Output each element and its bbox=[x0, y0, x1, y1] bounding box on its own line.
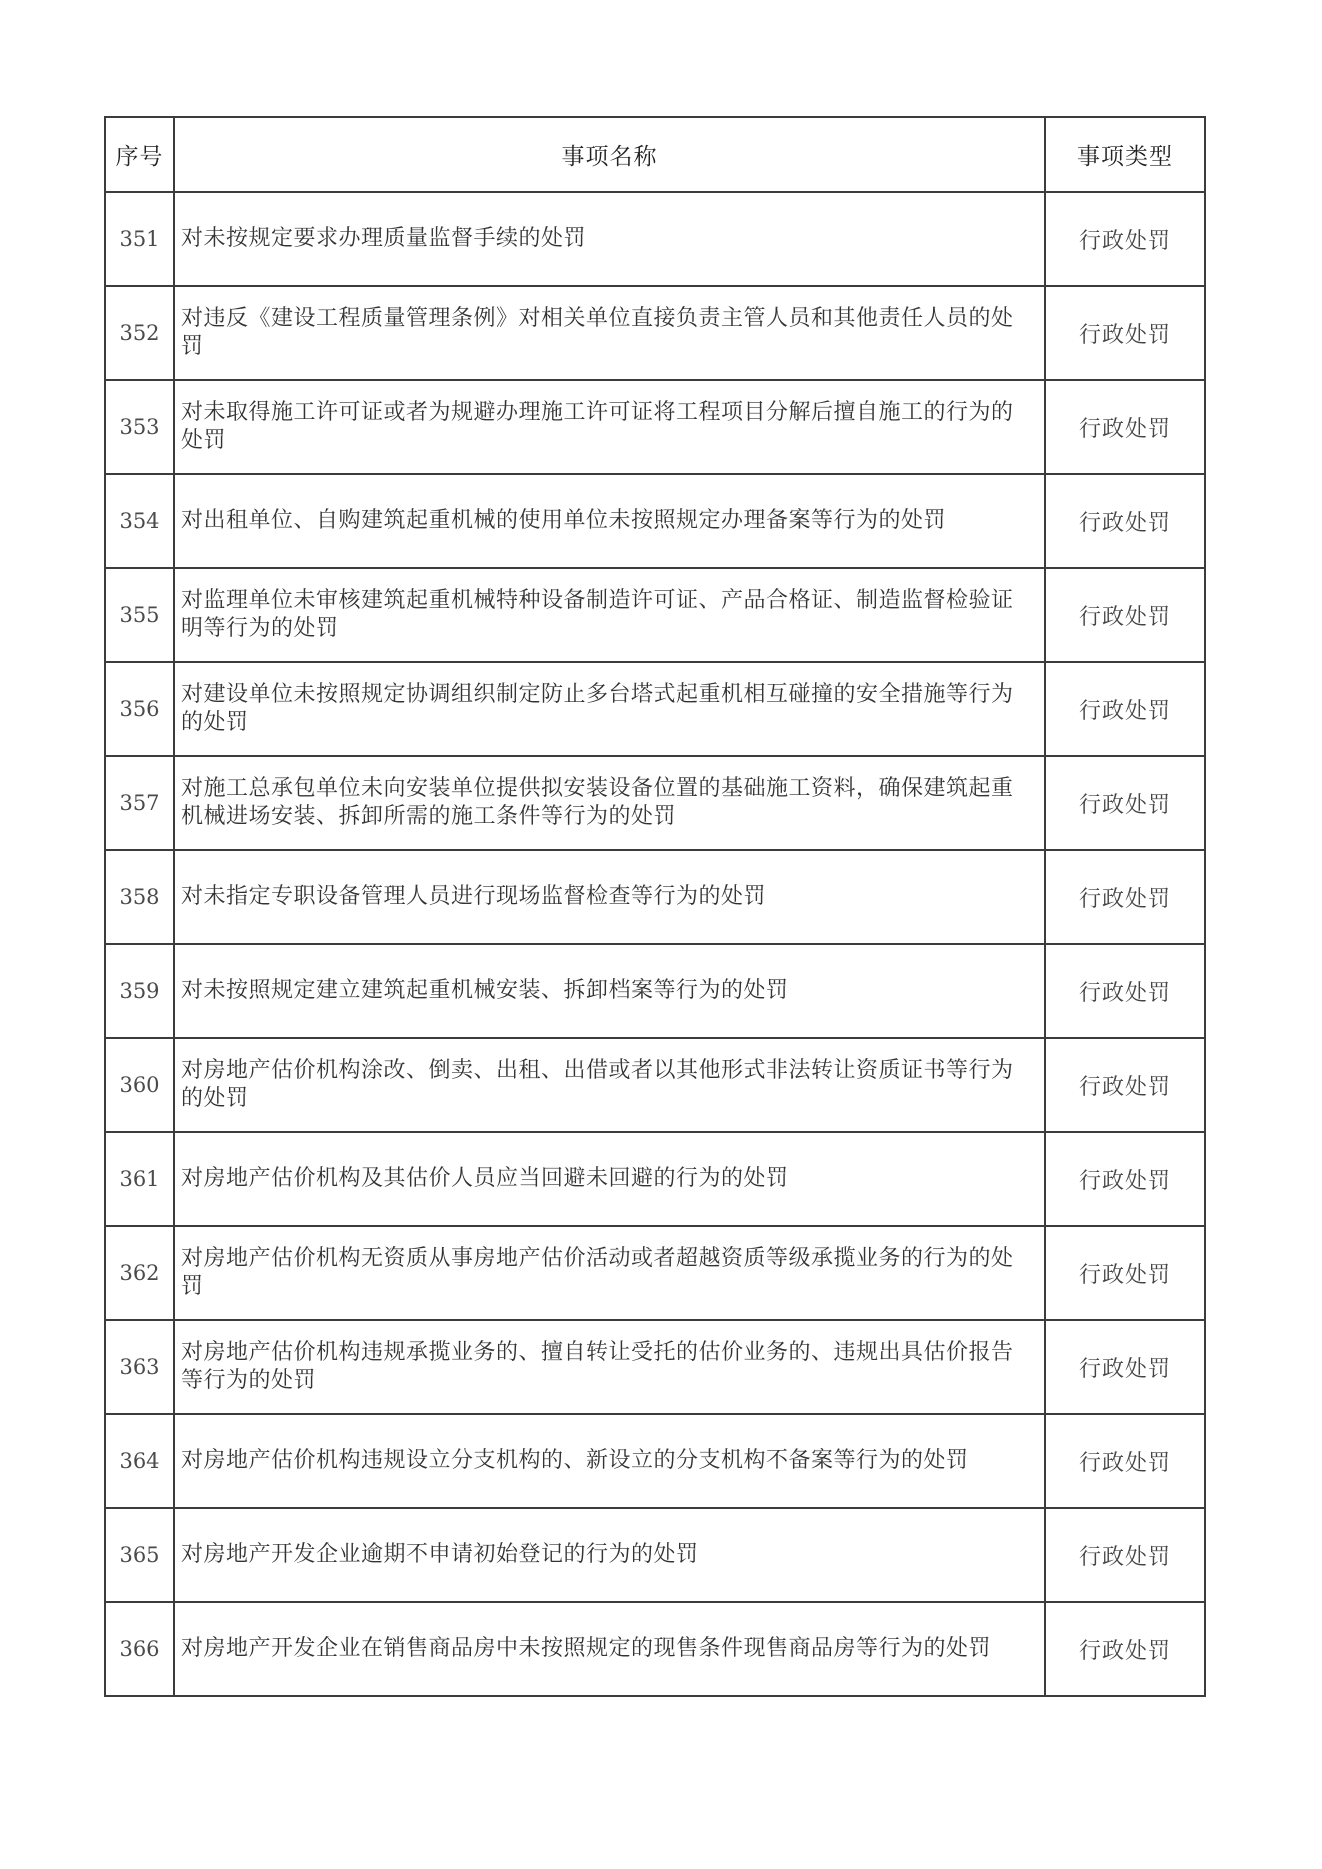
table-row bbox=[105, 662, 1205, 756]
row-type: 行政处罚 bbox=[1045, 756, 1205, 850]
row-type: 行政处罚 bbox=[1045, 1414, 1205, 1508]
row-type: 行政处罚 bbox=[1045, 1038, 1205, 1132]
table-row bbox=[105, 568, 1205, 662]
row-name: 对未指定专职设备管理人员进行现场监督检查等行为的处罚 bbox=[174, 850, 1045, 944]
row-type: 行政处罚 bbox=[1045, 192, 1205, 286]
row-name: 对房地产估价机构无资质从事房地产估价活动或者超越资质等级承揽业务的行为的处罚 bbox=[174, 1226, 1045, 1320]
table-row bbox=[105, 192, 1205, 286]
table-row bbox=[105, 1226, 1205, 1320]
table-header bbox=[105, 117, 1205, 192]
row-type: 行政处罚 bbox=[1045, 1602, 1205, 1696]
row-no: 358 bbox=[105, 850, 174, 944]
row-name: 对违反《建设工程质量管理条例》对相关单位直接负责主管人员和其他责任人员的处罚 bbox=[174, 286, 1045, 380]
row-name: 对房地产开发企业在销售商品房中未按照规定的现售条件现售商品房等行为的处罚 bbox=[174, 1602, 1045, 1696]
row-no: 359 bbox=[105, 944, 174, 1038]
row-no: 356 bbox=[105, 662, 174, 756]
header-row bbox=[105, 117, 1205, 192]
row-no: 361 bbox=[105, 1132, 174, 1226]
row-name: 对房地产估价机构违规承揽业务的、擅自转让受托的估价业务的、违规出具估价报告等行为的处罚 bbox=[174, 1320, 1045, 1414]
row-name: 对出租单位、自购建筑起重机械的使用单位未按照规定办理备案等行为的处罚 bbox=[174, 474, 1045, 568]
table-row bbox=[105, 286, 1205, 380]
row-no: 353 bbox=[105, 380, 174, 474]
row-type: 行政处罚 bbox=[1045, 474, 1205, 568]
row-type: 行政处罚 bbox=[1045, 568, 1205, 662]
row-name: 对未按照规定建立建筑起重机械安装、拆卸档案等行为的处罚 bbox=[174, 944, 1045, 1038]
row-name: 对施工总承包单位未向安装单位提供拟安装设备位置的基础施工资料，确保建筑起重机械进场安装、拆卸所需的施工条件等行为的处罚 bbox=[174, 756, 1045, 850]
row-name: 对监理单位未审核建筑起重机械特种设备制造许可证、产品合格证、制造监督检验证明等行为的处罚 bbox=[174, 568, 1045, 662]
row-no: 352 bbox=[105, 286, 174, 380]
table-row bbox=[105, 1320, 1205, 1414]
table-row bbox=[105, 944, 1205, 1038]
row-name: 对房地产估价机构违规设立分支机构的、新设立的分支机构不备案等行为的处罚 bbox=[174, 1414, 1045, 1508]
row-no: 365 bbox=[105, 1508, 174, 1602]
row-no: 362 bbox=[105, 1226, 174, 1320]
row-no: 351 bbox=[105, 192, 174, 286]
row-no: 364 bbox=[105, 1414, 174, 1508]
row-name: 对未按规定要求办理质量监督手续的处罚 bbox=[174, 192, 1045, 286]
row-type: 行政处罚 bbox=[1045, 944, 1205, 1038]
row-type: 行政处罚 bbox=[1045, 1132, 1205, 1226]
table-row bbox=[105, 756, 1205, 850]
header-no: 序号 bbox=[105, 117, 174, 192]
row-type: 行政处罚 bbox=[1045, 1508, 1205, 1602]
table-row bbox=[105, 1414, 1205, 1508]
row-type: 行政处罚 bbox=[1045, 1226, 1205, 1320]
row-name: 对未取得施工许可证或者为规避办理施工许可证将工程项目分解后擅自施工的行为的处罚 bbox=[174, 380, 1045, 474]
row-no: 363 bbox=[105, 1320, 174, 1414]
table-row bbox=[105, 850, 1205, 944]
table-row bbox=[105, 1132, 1205, 1226]
row-no: 360 bbox=[105, 1038, 174, 1132]
row-no: 354 bbox=[105, 474, 174, 568]
row-name: 对建设单位未按照规定协调组织制定防止多台塔式起重机相互碰撞的安全措施等行为的处罚 bbox=[174, 662, 1045, 756]
row-name: 对房地产估价机构及其估价人员应当回避未回避的行为的处罚 bbox=[174, 1132, 1045, 1226]
table-body bbox=[105, 192, 1205, 1696]
table-row bbox=[105, 380, 1205, 474]
row-no: 366 bbox=[105, 1602, 174, 1696]
row-name: 对房地产开发企业逾期不申请初始登记的行为的处罚 bbox=[174, 1508, 1045, 1602]
table-row bbox=[105, 1508, 1205, 1602]
row-type: 行政处罚 bbox=[1045, 662, 1205, 756]
table-row bbox=[105, 474, 1205, 568]
row-no: 357 bbox=[105, 756, 174, 850]
row-type: 行政处罚 bbox=[1045, 380, 1205, 474]
matters-table bbox=[104, 116, 1206, 1697]
table-row bbox=[105, 1602, 1205, 1696]
row-type: 行政处罚 bbox=[1045, 850, 1205, 944]
row-type: 行政处罚 bbox=[1045, 286, 1205, 380]
row-type: 行政处罚 bbox=[1045, 1320, 1205, 1414]
row-no: 355 bbox=[105, 568, 174, 662]
row-name: 对房地产估价机构涂改、倒卖、出租、出借或者以其他形式非法转让资质证书等行为的处罚 bbox=[174, 1038, 1045, 1132]
header-type: 事项类型 bbox=[1045, 117, 1205, 192]
table-row bbox=[105, 1038, 1205, 1132]
header-name: 事项名称 bbox=[174, 117, 1045, 192]
